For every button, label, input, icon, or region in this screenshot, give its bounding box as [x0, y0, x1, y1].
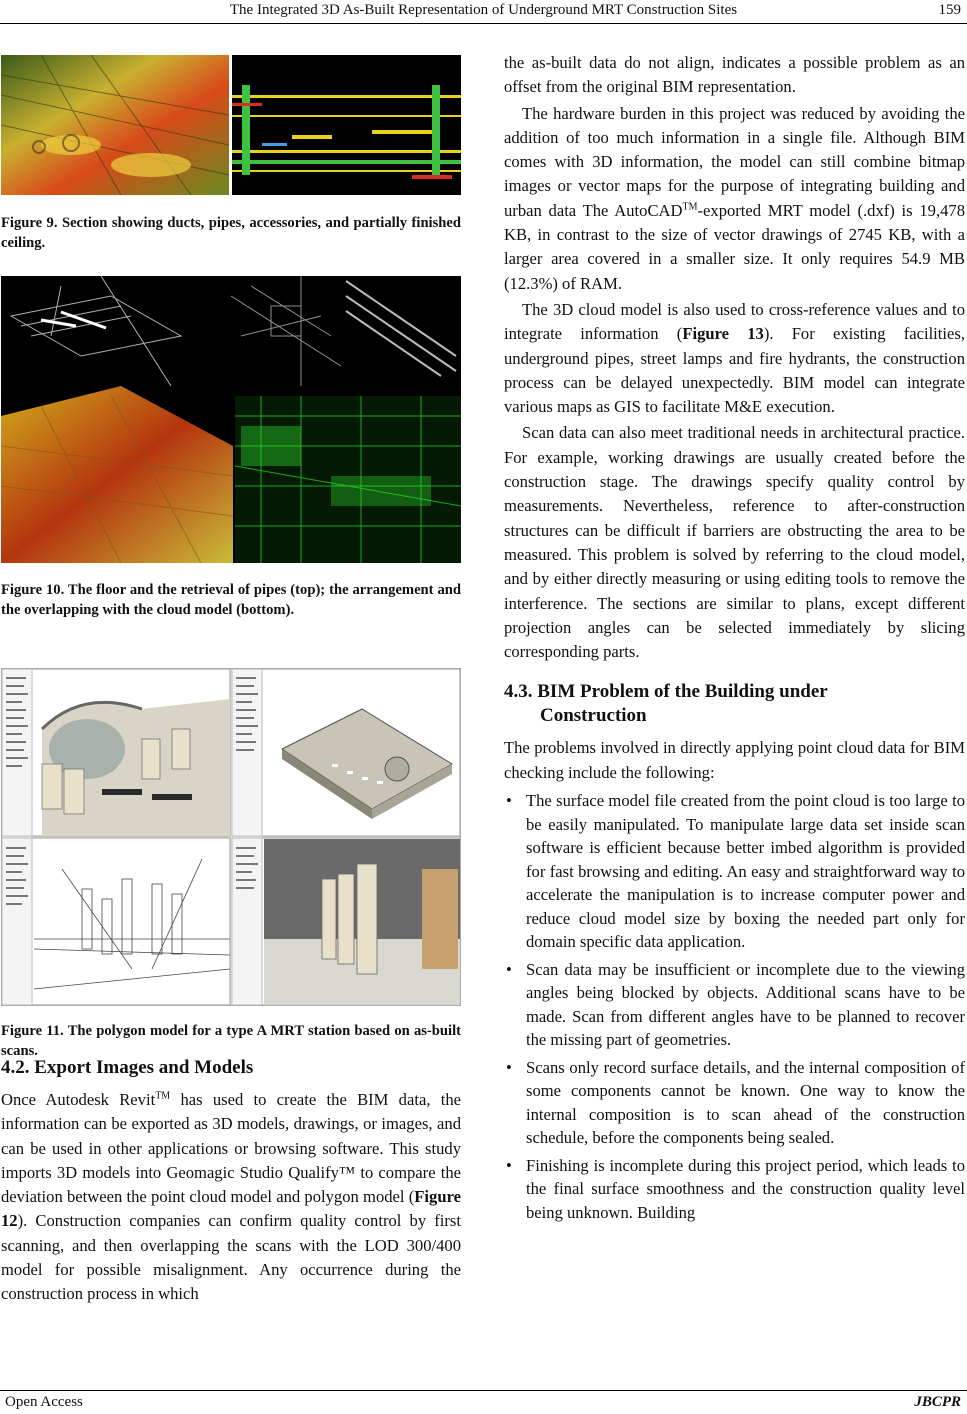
footer-rule — [0, 1390, 967, 1391]
figure-10-image — [1, 276, 461, 563]
problem-list — [504, 789, 965, 1224]
right-column — [504, 51, 965, 1228]
text-run: The 3D cloud model is also used to cross-reference values and to integrate information ( — [504, 299, 965, 344]
section-4-3-intro: The problems involved in directly applying point cloud data for BIM checking include the following: — [504, 738, 965, 782]
section-4-3-heading-line2: Construction — [540, 705, 647, 727]
list-item: • The surface model file created from the point cloud is too large to be easily manipulated. To manipulate large data set inside scan software is efficient because better imbed algorithm is provided for fast browsing and editing. An easy and straightforward way to accelerate the manipulation is to increase computer power and reduce cloud model size by boxing the needed part only for domain specific data application. — [504, 789, 965, 954]
paragraph-scan-data: Scan data can also meet traditional needs in architectural practice. For example, working drawings are usually created before the construction stage. The drawings specify quality control by measurements. Nevertheless, reference to after-construction structures can be difficult if barriers are obstructing the area to be measured. This problem is solved by referring to the cloud model, and by either directly measuring or using editing tools to remove the interference. The sections are similar to plans, except different projection angles can be selected immediately by slicing corresponding parts. — [504, 423, 965, 662]
text-run: has used to create the BIM data, the information can be exported as 3D models, drawings, or images, and can be used in other applications or browsing software. This study imports 3D models into Geomagic Studio Qualify™ to compare the deviation between the point cloud model and polygon model ( — [1, 1090, 462, 1207]
header-rule — [0, 23, 967, 24]
list-item: • Scans only record surface details, and the internal composition of some components cannot be known. One way to know the internal composition is to scan ahead of the construction schedule, before the components being sealed. — [504, 1056, 965, 1150]
list-item: • Scan data may be insufficient or incomplete due to the viewing angles being blocked by objects. Additional scans have to be made. Scan from different angles have to be planned to recover the missing part of geometries. — [504, 958, 965, 1052]
list-item: • Finishing is incomplete during this project period, which leads to the final surface smoothness and the construction quality level being unknown. Building — [504, 1154, 965, 1225]
paragraph-continuation: the as-built data do not align, indicates a possible problem as an offset from the original BIM representation. — [504, 53, 965, 97]
text-run: -exported MRT model (.dxf) is 19,478 KB, in contrast to the size of vector drawings of 2745 KB, with a larger area covered in a smaller size. It only requires 54.9 MB (12.3%) of RAM. — [504, 200, 966, 293]
paragraph-hardware — [504, 102, 965, 296]
footer-open-access: Open Access — [5, 1394, 83, 1410]
footer-journal: JBCPR — [914, 1394, 961, 1410]
running-header — [0, 0, 967, 22]
section-4-2-heading: 4.2. Export Images and Models — [1, 1057, 254, 1078]
text-run: Once Autodesk Revit — [1, 1090, 156, 1109]
paragraph-cloud-model — [504, 298, 965, 419]
running-title: The Integrated 3D As-Built Representation of Underground MRT Construction Sites — [229, 2, 738, 18]
page-number: 159 — [938, 2, 961, 18]
section-4-2 — [1, 1056, 461, 1307]
trademark-superscript: TM — [155, 1090, 171, 1102]
section-4-3-heading — [504, 680, 965, 728]
figure-10-caption: Figure 10. The floor and the retrieval of pipes (top); the arrangement and the overlapping with the cloud model (bottom). — [1, 582, 461, 618]
trademark-superscript: TM — [682, 201, 698, 213]
text-run: ). Construction companies can confirm quality control by first scanning, and then overlapping the scans with the LOD 300/400 model for possible misalignment. Any occurrence during the construction process in which — [1, 1211, 461, 1304]
section-4-2-paragraph — [1, 1088, 461, 1307]
figure-11-caption: Figure 11. The polygon model for a type A MRT station based on as-built scans. — [1, 1023, 461, 1059]
figure-11-image — [1, 668, 461, 1006]
text-run: The hardware burden in this project was reduced by avoiding the addition of too much information in a single file. Although BIM comes with 3D information, the model can still combine bitmap images or vector maps for the purpose of integrating building and urban data The AutoCAD — [504, 103, 965, 220]
section-4-3-heading-line1: 4.3. BIM Problem of the Building under — [504, 681, 828, 703]
figure-9-image-left — [1, 55, 229, 195]
figure-9-caption: Figure 9. Section showing ducts, pipes, accessories, and partially finished ceiling. — [1, 215, 461, 251]
text-run: ). For existing facilities, underground pipes, street lamps and fire hydrants, the construction process can be delayed unexpectedly. BIM model can integrate various maps as GIS to facilitate M&E execution. — [504, 324, 965, 417]
figure-12-reference: Figure 12 — [1, 1187, 461, 1231]
figure-9-image-right — [232, 55, 461, 195]
figure-13-reference: Figure 13 — [682, 324, 764, 344]
